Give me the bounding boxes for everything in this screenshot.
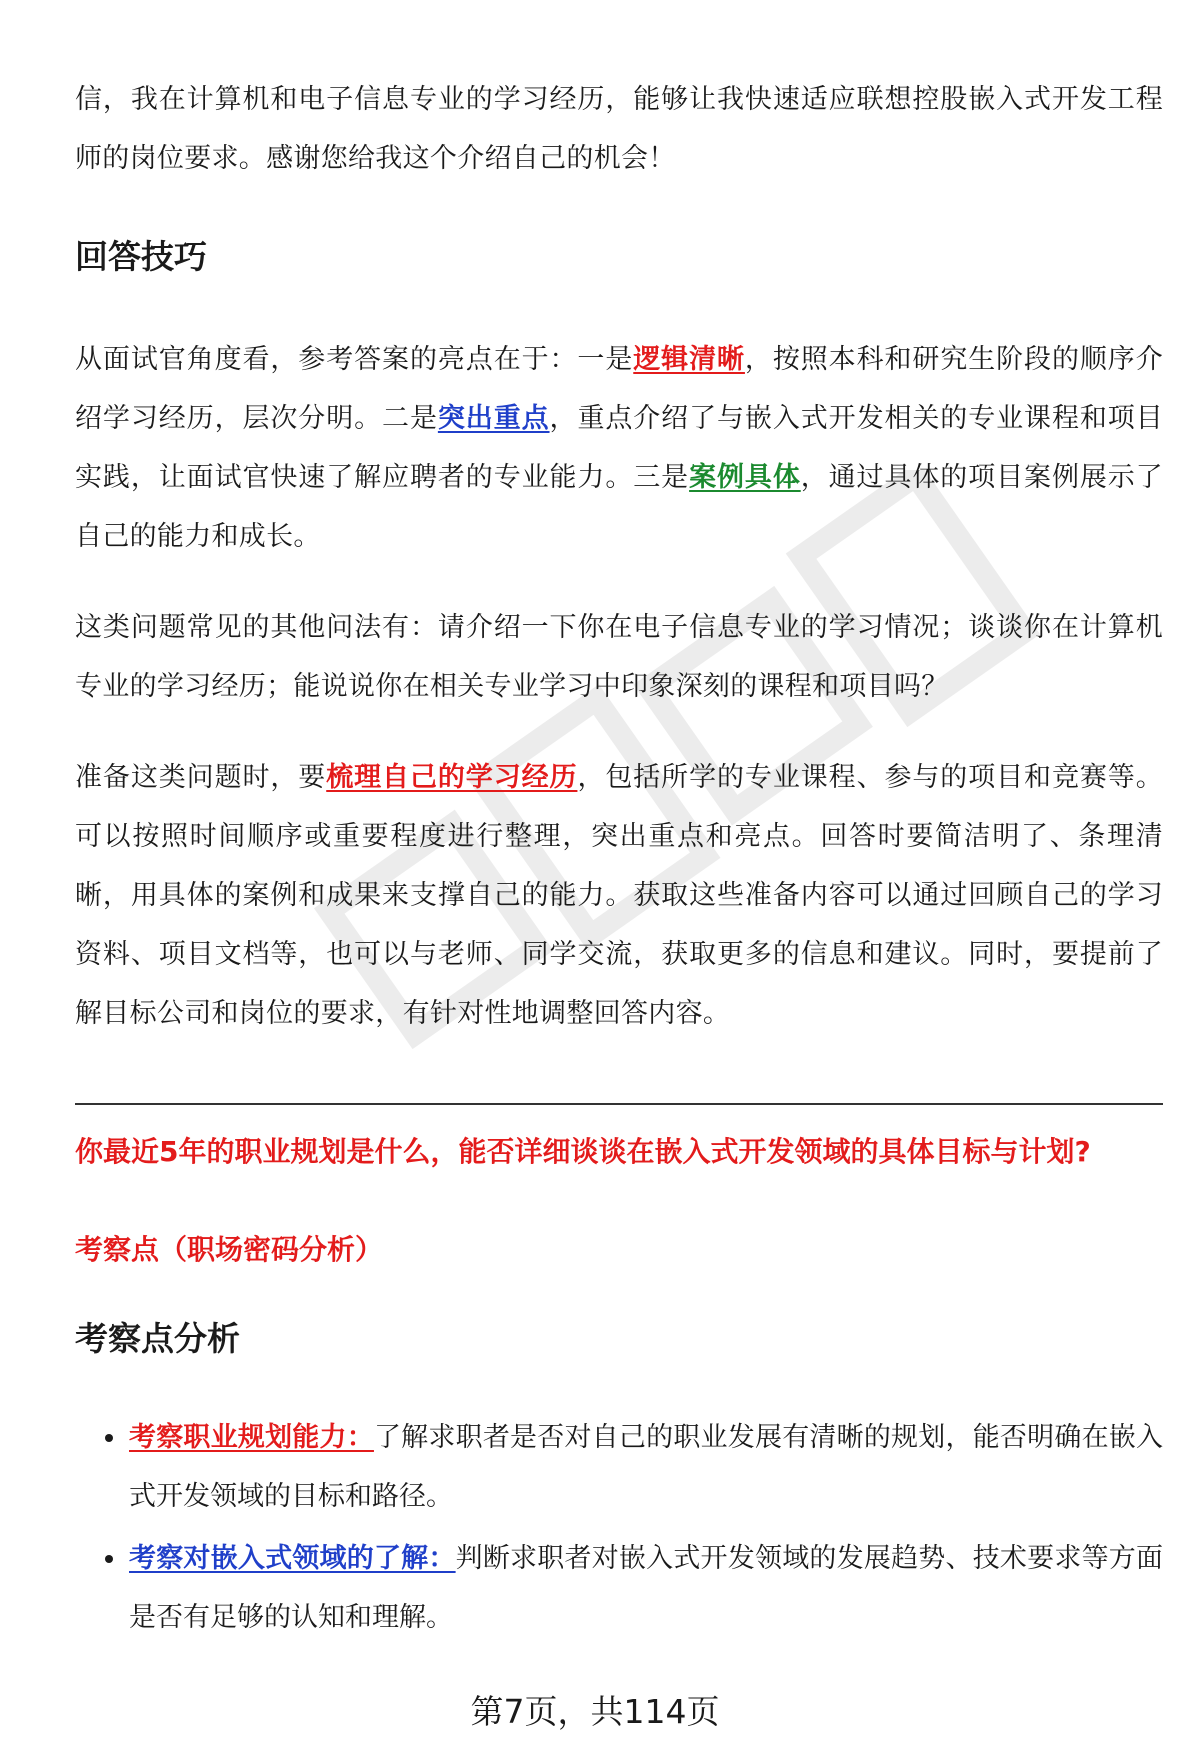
analysis-subtitle: 考察点（职场密码分析） [75, 1233, 384, 1266]
bullet-icon [105, 1555, 113, 1563]
intro-paragraph: 信，我在计算机和电子信息专业的学习经历，能够让我快速适应联想控股嵌入式开发工程师的岗位要求。感谢您给我这个介绍自己的机会！ [75, 84, 1163, 174]
page-footer: 第7页，共114页 [470, 1692, 720, 1731]
highlight-concrete-cases: 案例具体 [689, 462, 801, 493]
list-item [75, 1408, 1163, 1526]
text-span: ，包括所学的专业课程、参与的项目和竞赛等。可以按照时间顺序或重要程度进行整理，突出重点和亮点。回答时要简洁明了、条理清晰，用具体的案例和成果来支撑自己的能力。获取这些准备内容可以通过回顾自己的学习资料、项目文档等，也可以与老师、同学交流，获取更多的信息和建议。同时，要提前了解目标公司和岗位的要求，有针对性地调整回答内容。 [75, 762, 1163, 1029]
tips-paragraph-2: 这类问题常见的其他问法有：请介绍一下你在电子信息专业的学习情况；谈谈你在计算机专业的学习经历；能说说你在相关专业学习中印象深刻的课程和项目吗？ [75, 612, 1163, 702]
analysis-heading: 考察点分析 [75, 1319, 240, 1358]
bullet-icon [105, 1434, 113, 1442]
bullet-text: 了解求职者是否对自己的职业发展有清晰的规划，能否明确在嵌入式开发领域的目标和路径。 [129, 1422, 1164, 1512]
bullet-text: 判断求职者对嵌入式开发领域的发展趋势、技术要求等方面是否有足够的认知和理解。 [129, 1543, 1164, 1633]
tips-heading: 回答技巧 [75, 237, 207, 276]
bullet-label: 考察对嵌入式领域的了解： [129, 1543, 456, 1574]
question-heading: 你最近5年的职业规划是什么，能否详细谈谈在嵌入式开发领域的具体目标与计划? [75, 1135, 1091, 1168]
analysis-list [75, 1408, 1163, 1650]
bullet-label: 考察职业规划能力： [129, 1422, 374, 1453]
list-item [75, 1529, 1163, 1647]
text-span: ，通过具体的项目案例展示了自己的能力和成长。 [75, 462, 1163, 552]
text-span: ，按照本科和研究生阶段的顺序介绍学习经历，层次分明。二是 [75, 344, 1164, 434]
text-span: 从面试官角度看，参考答案的亮点在于：一是 [75, 344, 634, 375]
section-divider [75, 1103, 1163, 1105]
tips-paragraph-1 [75, 330, 1163, 566]
highlight-key-points: 突出重点 [437, 403, 550, 434]
highlight-review-experience: 梳理自己的学习经历 [326, 762, 578, 793]
highlight-logic-clear: 逻辑清晰 [633, 344, 745, 375]
text-span: ，重点介绍了与嵌入式开发相关的专业课程和项目实践，让面试官快速了解应聘者的专业能力。三是 [75, 403, 1163, 493]
text-span: 准备这类问题时，要 [75, 762, 327, 793]
tips-paragraph-3 [75, 748, 1163, 1043]
